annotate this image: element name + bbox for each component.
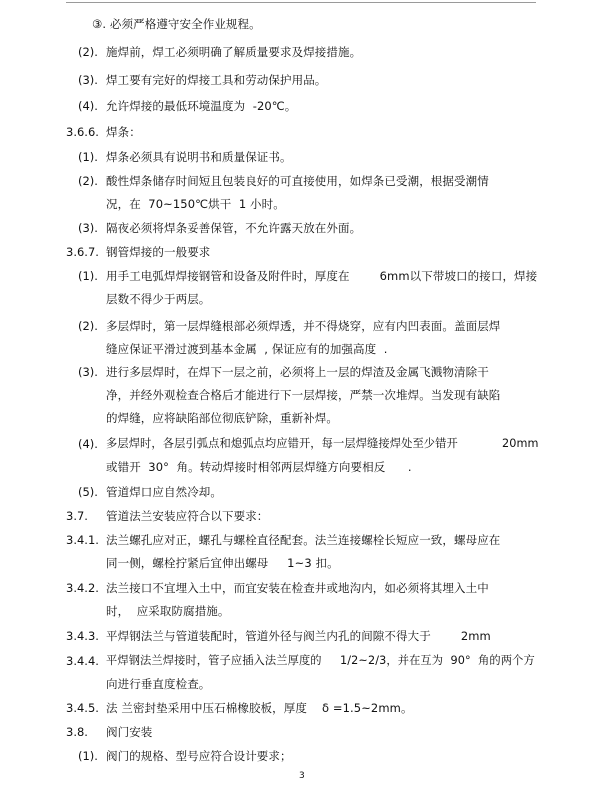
item-number: (1).	[78, 269, 98, 283]
section-number: 3.6.7.	[66, 245, 99, 259]
section-number: 3.6.6.	[66, 125, 99, 139]
text-line: 酸性焊条储存时间短且包装良好的可直接使用，如焊条已受潮，根据受潮情	[106, 174, 489, 188]
text-line: 时， 应采取防腐措施。	[106, 604, 230, 618]
text-line: 平焊钢法兰与管道装配时，管道外径与阀兰内孔的间隙不得大于 2mm	[106, 629, 491, 643]
item-number: (1).	[78, 150, 98, 164]
section-heading: 钢管焊接的一般要求	[106, 245, 211, 259]
section-number: 3.8.	[66, 725, 88, 739]
text-line: 隔夜必须将焊条妥善保管，不允许露天放在外面。	[106, 221, 362, 235]
text-line: 多层焊时，第一层焊缝根部必须焊透，并不得烧穿，应有内凹表面。盖面层焊	[106, 319, 501, 333]
header-rule	[66, 2, 536, 3]
text-line: 向进行垂直度检查。	[106, 677, 211, 691]
item-number: (4).	[78, 99, 98, 113]
item-number: (2).	[78, 45, 98, 59]
section-number: 3.4.4.	[66, 654, 99, 668]
section-number: 3.4.3.	[66, 629, 99, 643]
text-line: 焊条必须具有说明书和质量保证书。	[106, 150, 292, 164]
item-number: (2).	[78, 319, 98, 333]
text-line: 法兰螺孔应对正，螺孔与螺栓直径配套。法兰连接螺栓长短应一致，螺母应在	[106, 533, 501, 547]
text-line: 进行多层焊时，在焊下一层之前，必须将上一层的焊渣及金属飞溅物清除干	[106, 365, 489, 379]
text-line: 阀门的规格、型号应符合设计要求；	[106, 749, 292, 763]
text-line: 允许焊接的最低环境温度为 -20℃。	[106, 99, 297, 113]
text-line: 法兰接口不宜埋入土中，而宜安装在检查井或地沟内，如必须将其埋入土中	[106, 581, 489, 595]
item-number: (5).	[78, 485, 98, 499]
section-heading: 阀门安装	[106, 725, 153, 739]
item-number: (3).	[78, 73, 98, 87]
text-line: 同一侧，螺栓拧紧后宜伸出螺母 1~3 扣。	[106, 556, 339, 570]
text-line: 净，并经外观检查合格后才能进行下一层焊接，严禁一次堆焊。当发现有缺陷	[106, 388, 501, 402]
text-line: 的焊缝，应将缺陷部位彻底铲除，重新补焊。	[106, 411, 338, 425]
text-line: ③. 必须严格遵守安全作业规程。	[92, 17, 261, 31]
text-line: 或错开 30° 角。转动焊接时相邻两层焊缝方向要相反 .	[106, 460, 412, 474]
item-number: (4).	[78, 437, 98, 451]
text-line: 用手工电弧焊焊接钢管和设备及附件时，厚度在 6mm以下带坡口的接口，焊接	[106, 269, 538, 283]
item-number: (3).	[78, 365, 98, 379]
text-line: 施焊前，焊工必须明确了解质量要求及焊接措施。	[106, 45, 362, 59]
page-number: 3	[299, 771, 305, 781]
text-line: 层数不得少于两层。	[106, 292, 211, 306]
section-number: 3.7.	[66, 509, 88, 523]
text-line: 缝应保证平滑过渡到基本金属 , 保证应有的加强高度 .	[106, 342, 388, 356]
section-number: 3.4.5.	[66, 701, 99, 715]
item-number: (3).	[78, 221, 98, 235]
text-line: 平焊钢法兰焊接时，管子应插入法兰厚度的 1/2~2/3，并在互为 90° 角的两个方	[106, 654, 535, 667]
text-line: 法 兰密封垫采用中压石棉橡胶板，厚度 δ =1.5~2mm。	[106, 701, 413, 715]
section-heading: 焊条：	[106, 125, 141, 139]
item-number: (1).	[78, 749, 98, 763]
section-number: 3.4.1.	[66, 533, 99, 547]
text-line: 多层焊时，各层引弧点和熄弧点均应错开，每一层焊缝接焊处至少错开 20mm	[106, 437, 539, 450]
text-line: 焊工要有完好的焊接工具和劳动保护用品。	[106, 73, 327, 87]
text-line: 况，在 70~150℃烘干 1 小时。	[106, 197, 285, 211]
section-number: 3.4.2.	[66, 581, 99, 595]
item-number: (2).	[78, 174, 98, 188]
section-heading: 管道法兰安装应符合以下要求：	[106, 509, 269, 523]
text-line: 管道焊口应自然冷却。	[106, 485, 222, 499]
